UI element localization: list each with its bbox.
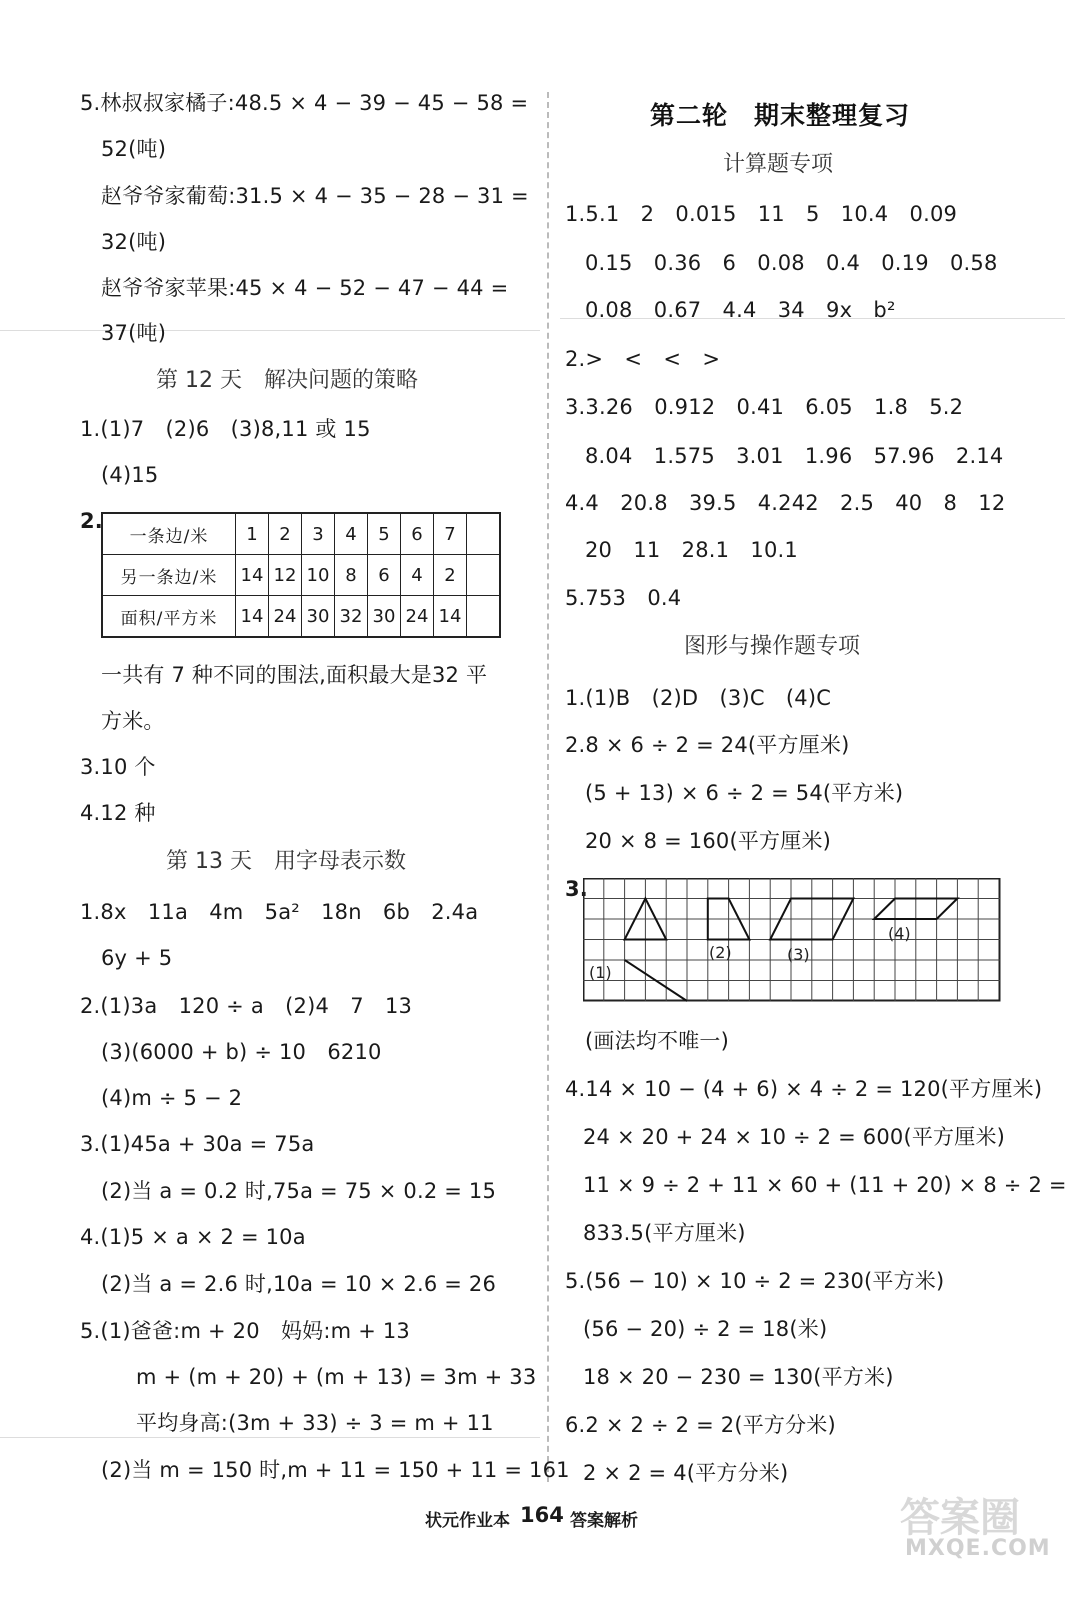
answer-line: 11 × 9 ÷ 2 + 11 × 60 + (11 + 20) × 8 ÷ 2 =	[583, 1173, 1067, 1197]
watermark-logo: 答案圈	[900, 1495, 1020, 1541]
answer-line: 0.15 0.36 6 0.08 0.4 0.19 0.58	[585, 251, 998, 275]
answer-line: 20 × 8 = 160(平方厘米)	[585, 829, 832, 853]
table-cell: 14	[236, 555, 269, 596]
answer-line: 37(吨)	[101, 321, 167, 345]
answer-line: 5.林叔叔家橘子:48.5 × 4 − 39 − 45 − 58 =	[80, 91, 529, 115]
answer-line: 2.> < < >	[565, 347, 721, 371]
answer-line: 0.08 0.67 4.4 34 9x b²	[585, 298, 896, 322]
table-row	[102, 513, 500, 555]
footer-section: 答案解析	[570, 1511, 638, 1531]
grid-label: (1)	[589, 963, 612, 982]
answer-line: 6y + 5	[101, 946, 173, 970]
answer-line: 3.3.26 0.912 0.41 6.05 1.8 5.2	[565, 395, 964, 419]
shape-heading: 图形与操作题专项	[684, 634, 861, 659]
answer-line: 18 × 20 − 230 = 130(平方米)	[583, 1365, 894, 1389]
answer-line: 6.2 × 2 ÷ 2 = 2(平方分米)	[565, 1413, 836, 1437]
answer-line: (5 + 13) × 6 ÷ 2 = 54(平方米)	[585, 781, 904, 805]
grid-label: (3)	[787, 945, 810, 964]
answer-line: 赵爷爷家葡萄:31.5 × 4 − 35 − 28 − 31 =	[101, 184, 529, 208]
answer-line: 方米。	[101, 709, 165, 733]
answer-line: (2)当 a = 0.2 时,75a = 75 × 0.2 = 15	[101, 1179, 497, 1203]
table-cell: 24	[269, 596, 302, 638]
answer-line: 2 × 2 = 4(平方分米)	[583, 1461, 789, 1485]
question-number: 2.	[80, 509, 103, 533]
table-row-header: 面积/平方米	[102, 596, 236, 638]
answer-line: 8.04 1.575 3.01 1.96 57.96 2.14	[585, 444, 1004, 468]
answer-line: 1.(1)B (2)D (3)C (4)C	[565, 686, 832, 710]
answer-line: 24 × 20 + 24 × 10 ÷ 2 = 600(平方厘米)	[583, 1125, 1006, 1149]
answer-line: 4.12 种	[80, 801, 156, 825]
table-cell: 14	[236, 596, 269, 638]
answer-line: 1.(1)7 (2)6 (3)8,11 或 15	[80, 417, 371, 441]
table-row-header: 另一条边/米	[102, 555, 236, 596]
answer-line: 5.(56 − 10) × 10 ÷ 2 = 230(平方米)	[565, 1269, 945, 1293]
answer-line: (2)当 a = 2.6 时,10a = 10 × 2.6 = 26	[101, 1272, 497, 1296]
answer-line: 5.(1)爸爸:m + 20 妈妈:m + 13	[80, 1319, 410, 1343]
answer-line: 3.10 个	[80, 755, 156, 779]
answer-line: (3)(6000 + b) ÷ 10 6210	[101, 1040, 382, 1064]
table-cell: 3	[302, 513, 335, 555]
table-cell: 2	[434, 555, 467, 596]
page-number: 164	[520, 1503, 564, 1527]
table-cell: 7	[434, 513, 467, 555]
table-row-header: 一条边/米	[102, 513, 236, 555]
answer-line: 5.753 0.4	[565, 586, 682, 610]
watermark-url: MXQE.COM	[905, 1536, 1051, 1561]
table-cell: 5	[368, 513, 401, 555]
area-table	[101, 512, 501, 638]
answer-line: 一共有 7 种不同的围法,面积最大是32 平	[101, 663, 488, 687]
table-cell: 8	[335, 555, 368, 596]
answer-line: (4)15	[101, 463, 159, 487]
grid-label: (4)	[888, 924, 911, 943]
table-cell: 6	[368, 555, 401, 596]
scan-line	[0, 330, 540, 331]
answer-line: 20 11 28.1 10.1	[585, 538, 798, 562]
answer-line: 833.5(平方厘米)	[583, 1221, 746, 1245]
day13-heading: 第 13 天 用字母表示数	[166, 849, 406, 874]
answer-line: 3.(1)45a + 30a = 75a	[80, 1132, 315, 1156]
answer-line: m + (m + 20) + (m + 13) = 3m + 33	[136, 1365, 537, 1389]
answer-line: 4.4 20.8 39.5 4.242 2.5 40 8 12	[565, 491, 1006, 515]
table-cell: 30	[368, 596, 401, 638]
table-cell: 10	[302, 555, 335, 596]
answer-line: 2.(1)3a 120 ÷ a (2)4 7 13	[80, 994, 413, 1018]
table-cell: 14	[434, 596, 467, 638]
table-cell: 4	[335, 513, 368, 555]
answer-line: 1.5.1 2 0.015 11 5 10.4 0.09	[565, 202, 958, 226]
answer-line: 52(吨)	[101, 137, 167, 161]
table-cell: 12	[269, 555, 302, 596]
answer-line: 2.8 × 6 ÷ 2 = 24(平方厘米)	[565, 733, 850, 757]
table-cell	[467, 596, 501, 638]
answer-line: 4.14 × 10 − (4 + 6) × 4 ÷ 2 = 120(平方厘米)	[565, 1077, 1043, 1101]
table-cell: 24	[401, 596, 434, 638]
table-cell: 32	[335, 596, 368, 638]
footer-book-title: 状元作业本	[425, 1511, 510, 1531]
section-title: 第二轮 期末整理复习	[650, 101, 911, 130]
question-number: 3.	[565, 877, 588, 901]
table-row	[102, 555, 500, 596]
table-cell: 6	[401, 513, 434, 555]
answer-line: (56 − 20) ÷ 2 = 18(米)	[583, 1317, 828, 1341]
answer-line: (2)当 m = 150 时,m + 11 = 150 + 11 = 161	[101, 1458, 570, 1482]
calc-heading: 计算题专项	[723, 152, 834, 177]
answer-line: (画法均不唯一)	[585, 1029, 729, 1053]
table-row	[102, 596, 500, 638]
table-cell	[467, 555, 501, 596]
shape-grid	[583, 878, 1001, 1002]
answer-line: 平均身高:(3m + 33) ÷ 3 = m + 11	[136, 1411, 494, 1435]
table-cell: 4	[401, 555, 434, 596]
scan-line	[0, 1437, 540, 1438]
day12-heading: 第 12 天 解决问题的策略	[156, 368, 418, 393]
answer-line: (4)m ÷ 5 − 2	[101, 1086, 243, 1110]
table-cell: 2	[269, 513, 302, 555]
answer-line: 1.8x 11a 4m 5a² 18n 6b 2.4a	[80, 900, 479, 924]
table-cell: 30	[302, 596, 335, 638]
answer-line: 4.(1)5 × a × 2 = 10a	[80, 1225, 306, 1249]
answer-line: 32(吨)	[101, 230, 167, 254]
table-cell	[467, 513, 501, 555]
grid-label: (2)	[709, 943, 732, 962]
answer-line: 赵爷爷家苹果:45 × 4 − 52 − 47 − 44 =	[101, 276, 509, 300]
column-divider	[547, 92, 549, 1482]
table-cell: 1	[236, 513, 269, 555]
